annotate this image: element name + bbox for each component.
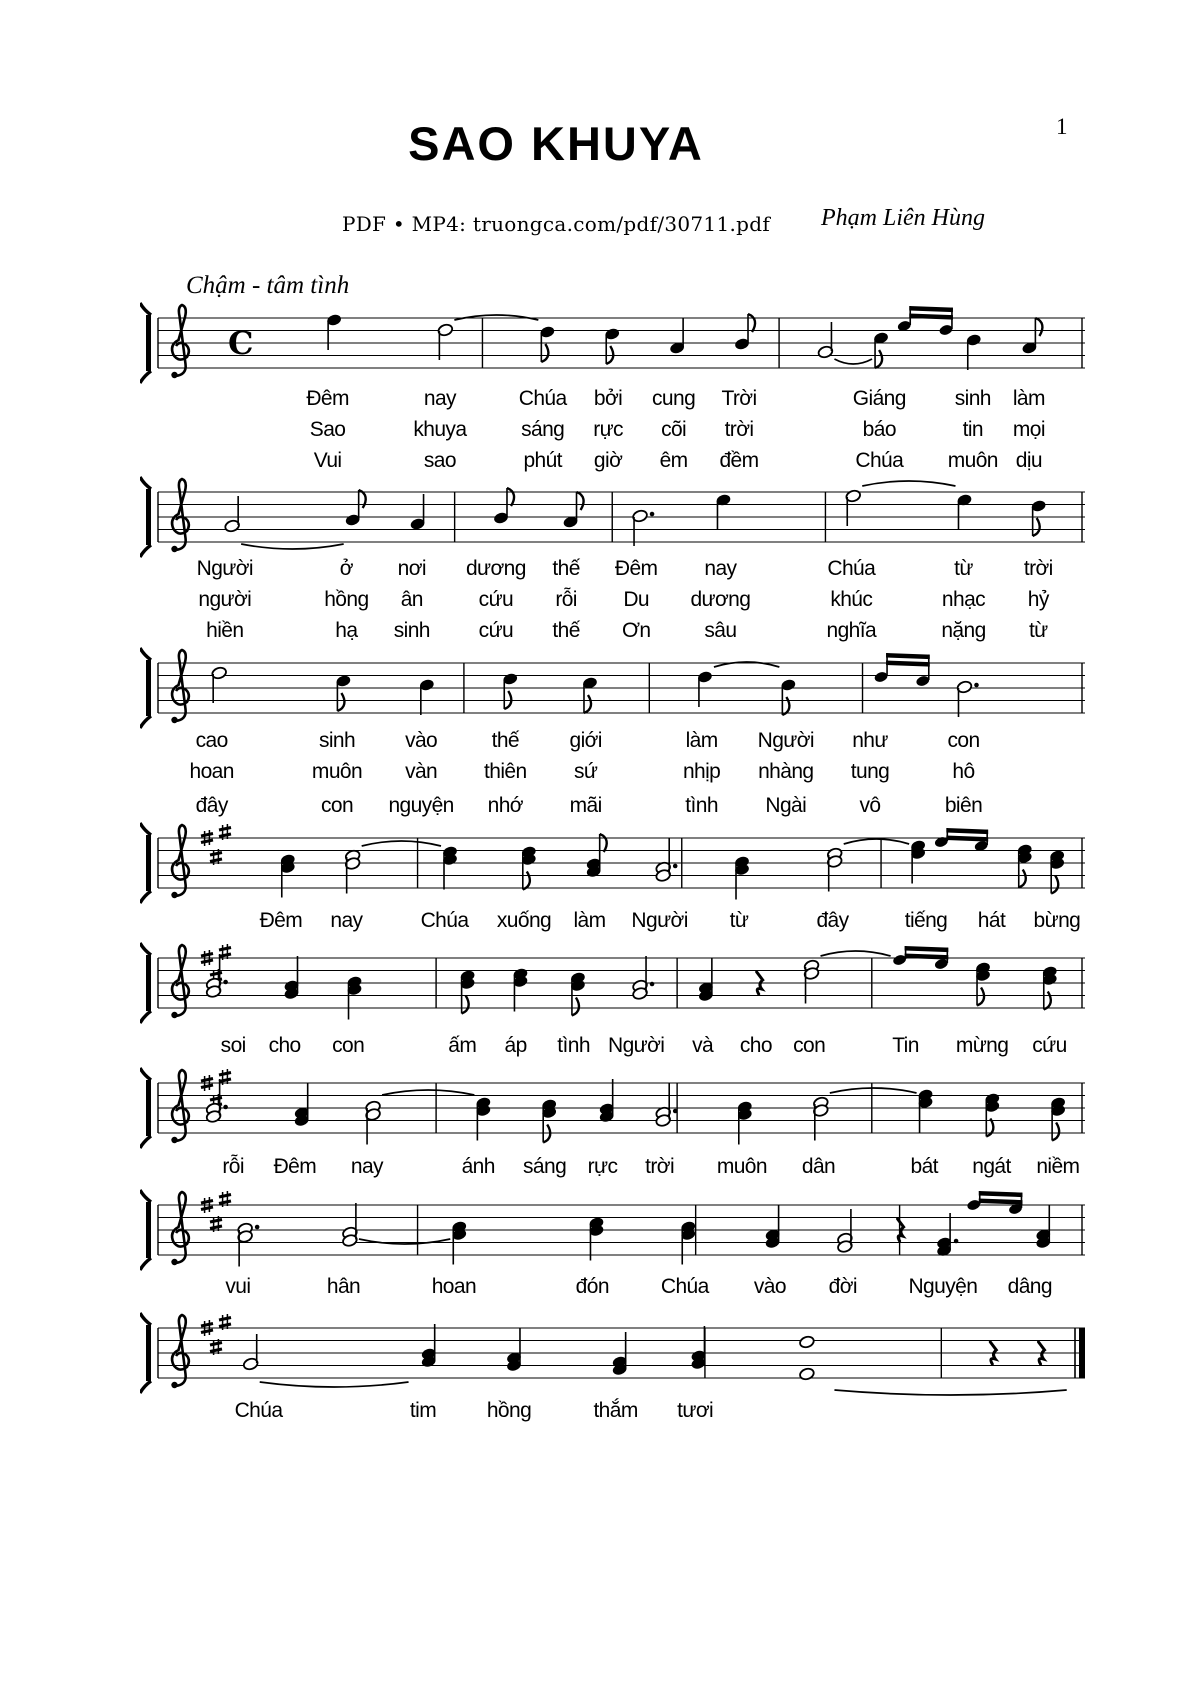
- tie: [382, 1090, 474, 1095]
- lyric-word: rỗi: [555, 588, 577, 611]
- lyric-word: bát: [910, 1155, 938, 1178]
- lyric-word: ngát: [972, 1155, 1011, 1178]
- lyric-word: cho: [739, 1034, 772, 1057]
- lyric-word: xuống: [496, 909, 552, 932]
- treble-clef-icon: [171, 479, 189, 552]
- lyric-word: báo: [862, 418, 896, 441]
- lyric-word: nay: [423, 387, 456, 410]
- lyric-word: nặng: [941, 619, 986, 642]
- lyric-word: sáng: [523, 1155, 567, 1178]
- lyric-word: cứu: [478, 588, 514, 611]
- lyric-word: đời: [828, 1275, 857, 1298]
- lyric-word: bừng: [1033, 909, 1081, 932]
- lyric-word: Chúa: [660, 1275, 709, 1298]
- music-system-1: [140, 280, 1095, 398]
- lyric-word: tung: [850, 760, 890, 783]
- lyric-word: tiếng: [904, 909, 948, 932]
- lyric-word: như: [852, 729, 888, 752]
- lyric-word: con: [332, 1034, 365, 1057]
- tie: [260, 1382, 409, 1387]
- beam: [979, 1199, 1023, 1205]
- lyric-word: Người: [757, 729, 814, 752]
- lyric-word: hồng: [324, 588, 369, 611]
- lyric-word: thiên: [484, 760, 527, 783]
- lyric-word: con: [793, 1034, 826, 1057]
- treble-clef-icon: [171, 1192, 189, 1265]
- lyric-word: mãi: [569, 794, 602, 817]
- lyric-word: tình: [557, 1034, 590, 1057]
- lyric-word: thế: [491, 729, 519, 752]
- treble-clef-icon: [171, 825, 189, 898]
- lyric-word: hô: [952, 760, 975, 783]
- lyric-word: nhớ: [487, 794, 523, 817]
- lyric-word: Du: [623, 588, 650, 611]
- lyric-word: bởi: [593, 387, 623, 410]
- beam: [909, 306, 953, 312]
- lyric-word: sinh: [318, 729, 356, 752]
- song-title: SAO KHUYA: [408, 117, 704, 170]
- lyric-word: rực: [587, 1155, 618, 1178]
- lyric-word: niềm: [1036, 1155, 1080, 1178]
- lyric-word: vào: [405, 729, 438, 752]
- lyric-word: Ơn: [621, 619, 651, 642]
- lyric-word: Người: [196, 557, 253, 580]
- lyric-word: Sao: [309, 418, 346, 441]
- lyric-word: làm: [1012, 387, 1045, 410]
- lyric-word: hát: [977, 909, 1006, 932]
- tie: [821, 951, 891, 956]
- key-signature-sharps: [201, 824, 231, 865]
- lyric-word: cung: [652, 387, 696, 410]
- lyric-word: ân: [400, 588, 423, 611]
- lyric-word: Nguyện: [908, 1275, 978, 1298]
- lyric-word: cho: [268, 1034, 301, 1057]
- tie: [844, 839, 909, 844]
- lyric-word: sâu: [704, 619, 737, 642]
- system-bracket: [146, 660, 151, 716]
- lyric-word: ở: [339, 557, 353, 580]
- lyric-word: dâng: [1007, 1275, 1052, 1298]
- lyric-word: giờ: [593, 449, 623, 472]
- tie: [862, 481, 955, 486]
- beam: [979, 1191, 1023, 1197]
- lyric-word: sao: [423, 449, 456, 472]
- treble-clef-icon: [171, 945, 189, 1018]
- music-system-4: [140, 800, 1095, 918]
- lyric-word: sinh: [954, 387, 991, 410]
- lyric-word: Chúa: [827, 557, 876, 580]
- music-system-2: [140, 454, 1095, 572]
- lyric-word: sinh: [393, 619, 430, 642]
- lyric-word: cao: [195, 729, 228, 752]
- tie: [830, 1088, 917, 1093]
- lyric-word: Chúa: [420, 909, 469, 932]
- beam: [905, 946, 949, 952]
- lyric-word: cứu: [478, 619, 514, 642]
- lyric-word: cõi: [661, 418, 687, 441]
- system-bracket: [146, 1325, 151, 1381]
- lyric-word: muôn: [716, 1155, 767, 1178]
- lyric-word: nay: [350, 1155, 383, 1178]
- lyric-word: con: [320, 794, 354, 817]
- system-bracket: [146, 955, 151, 1011]
- lyric-word: người: [198, 588, 252, 611]
- lyric-word: thế: [552, 619, 580, 642]
- lyric-word: vô: [859, 794, 881, 817]
- composer-name: Phạm Liên Hùng: [821, 205, 985, 231]
- lyric-word: hạ: [335, 619, 358, 642]
- lyric-word: khuya: [413, 418, 467, 441]
- page-number: 1: [1056, 114, 1068, 139]
- lyric-word: nay: [704, 557, 737, 580]
- lyric-word: đây: [195, 794, 228, 817]
- lyric-word: nơi: [397, 557, 426, 580]
- file-link-text: PDF • MP4: truongca.com/pdf/30711.pdf: [341, 212, 771, 236]
- beam: [946, 836, 988, 842]
- lyric-word: Chúa: [234, 1399, 283, 1422]
- lyric-word: nhàng: [758, 760, 814, 783]
- music-system-5: [140, 920, 1095, 1038]
- lyric-word: giới: [569, 729, 602, 752]
- lyric-word: phút: [523, 449, 562, 472]
- lyric-word: đây: [816, 909, 849, 932]
- tie: [834, 1390, 1066, 1395]
- tie: [362, 841, 441, 846]
- lyric-word: Đêm: [306, 387, 349, 410]
- lyric-word: đềm: [719, 449, 759, 472]
- lyric-word: Giáng: [852, 387, 906, 410]
- lyric-word: tươi: [677, 1399, 714, 1422]
- lyric-word: và: [692, 1034, 714, 1057]
- key-signature-sharps: [201, 1314, 231, 1355]
- lyric-word: Người: [608, 1034, 665, 1057]
- tempo-marking: Chậm - tâm tình: [186, 272, 350, 299]
- lyric-word: Ngài: [765, 794, 807, 817]
- lyric-word: Đêm: [614, 557, 658, 580]
- lyric-word: biên: [944, 794, 983, 817]
- lyric-word: từ: [1028, 619, 1048, 642]
- lyric-word: trời: [645, 1155, 675, 1178]
- lyric-word: tin: [962, 418, 983, 441]
- beam: [946, 828, 988, 834]
- lyric-word: nghĩa: [826, 619, 877, 642]
- lyric-word: soi: [220, 1034, 246, 1057]
- beam: [886, 661, 930, 667]
- lyric-word: trời: [1023, 557, 1053, 580]
- lyric-word: muôn: [947, 449, 998, 472]
- lyric-word: cứu: [1032, 1034, 1067, 1057]
- treble-clef-icon: [171, 650, 189, 723]
- music-system-7: [140, 1167, 1095, 1285]
- lyric-word: áp: [504, 1034, 527, 1057]
- lyric-word: ánh: [461, 1155, 495, 1178]
- beam: [905, 954, 949, 960]
- lyric-word: Đêm: [259, 909, 303, 932]
- lyric-word: từ: [954, 557, 973, 580]
- lyric-word: hoan: [431, 1275, 477, 1298]
- tie: [241, 544, 344, 549]
- lyric-word: sứ: [574, 760, 598, 783]
- lyric-word: Chúa: [518, 387, 567, 410]
- music-system-8: [140, 1290, 1095, 1408]
- lyric-word: dân: [801, 1155, 836, 1178]
- lyric-word: mừng: [955, 1034, 1009, 1057]
- lyric-word: rỗi: [222, 1155, 244, 1178]
- lyric-word: trời: [724, 418, 754, 441]
- lyric-word: làm: [685, 729, 718, 752]
- lyric-word: nhạc: [941, 588, 986, 611]
- music-system-3: [140, 625, 1095, 743]
- lyric-word: hồng: [486, 1399, 532, 1422]
- lyric-word: hiền: [206, 619, 244, 642]
- lyric-word: tim: [409, 1399, 437, 1422]
- lyric-word: rực: [593, 418, 623, 441]
- treble-clef-icon: [171, 305, 189, 378]
- lyric-word: êm: [659, 449, 688, 472]
- lyric-word: hân: [326, 1275, 361, 1298]
- lyric-word: con: [947, 729, 980, 752]
- lyric-word: nay: [330, 909, 363, 932]
- lyric-word: Vui: [313, 449, 342, 472]
- time-signature: C: [228, 324, 254, 362]
- lyric-word: dương: [465, 557, 526, 580]
- system-bracket: [146, 1202, 151, 1258]
- lyric-word: dịu: [1015, 449, 1043, 472]
- tie: [359, 1239, 450, 1244]
- lyric-word: Đêm: [273, 1155, 317, 1178]
- lyric-word: hỷ: [1027, 588, 1049, 611]
- lyric-word: ấm: [448, 1034, 477, 1057]
- lyric-word: Trời: [721, 387, 757, 410]
- beam: [909, 314, 953, 320]
- lyric-word: thế: [552, 557, 580, 580]
- lyric-word: tình: [685, 794, 718, 817]
- system-bracket: [146, 489, 151, 545]
- lyric-word: Tin: [892, 1034, 919, 1057]
- system-bracket: [146, 315, 151, 371]
- lyric-word: đón: [575, 1275, 609, 1298]
- music-system-6: [140, 1045, 1095, 1163]
- lyric-word: làm: [573, 909, 606, 932]
- lyric-word: sáng: [521, 418, 565, 441]
- tie: [834, 359, 872, 364]
- lyric-word: nhịp: [682, 760, 721, 783]
- lyric-word: Người: [631, 909, 688, 932]
- lyric-word: hoan: [189, 760, 234, 783]
- lyric-word: muôn: [311, 760, 363, 783]
- lyric-word: từ: [729, 909, 749, 932]
- lyric-word: thắm: [593, 1399, 638, 1422]
- lyric-word: vui: [225, 1275, 251, 1298]
- lyric-word: nguyện: [388, 794, 454, 817]
- lyric-word: vào: [753, 1275, 786, 1298]
- lyric-word: vàn: [405, 760, 438, 783]
- lyric-word: dương: [690, 588, 751, 611]
- system-bracket: [146, 835, 151, 891]
- system-bracket: [146, 1080, 151, 1136]
- key-signature-sharps: [201, 1191, 231, 1232]
- lyric-word: mọi: [1012, 418, 1045, 441]
- lyric-word: Chúa: [855, 449, 904, 472]
- treble-clef-icon: [171, 1070, 189, 1143]
- lyric-word: khúc: [830, 588, 873, 611]
- beam: [886, 653, 930, 659]
- treble-clef-icon: [171, 1315, 189, 1388]
